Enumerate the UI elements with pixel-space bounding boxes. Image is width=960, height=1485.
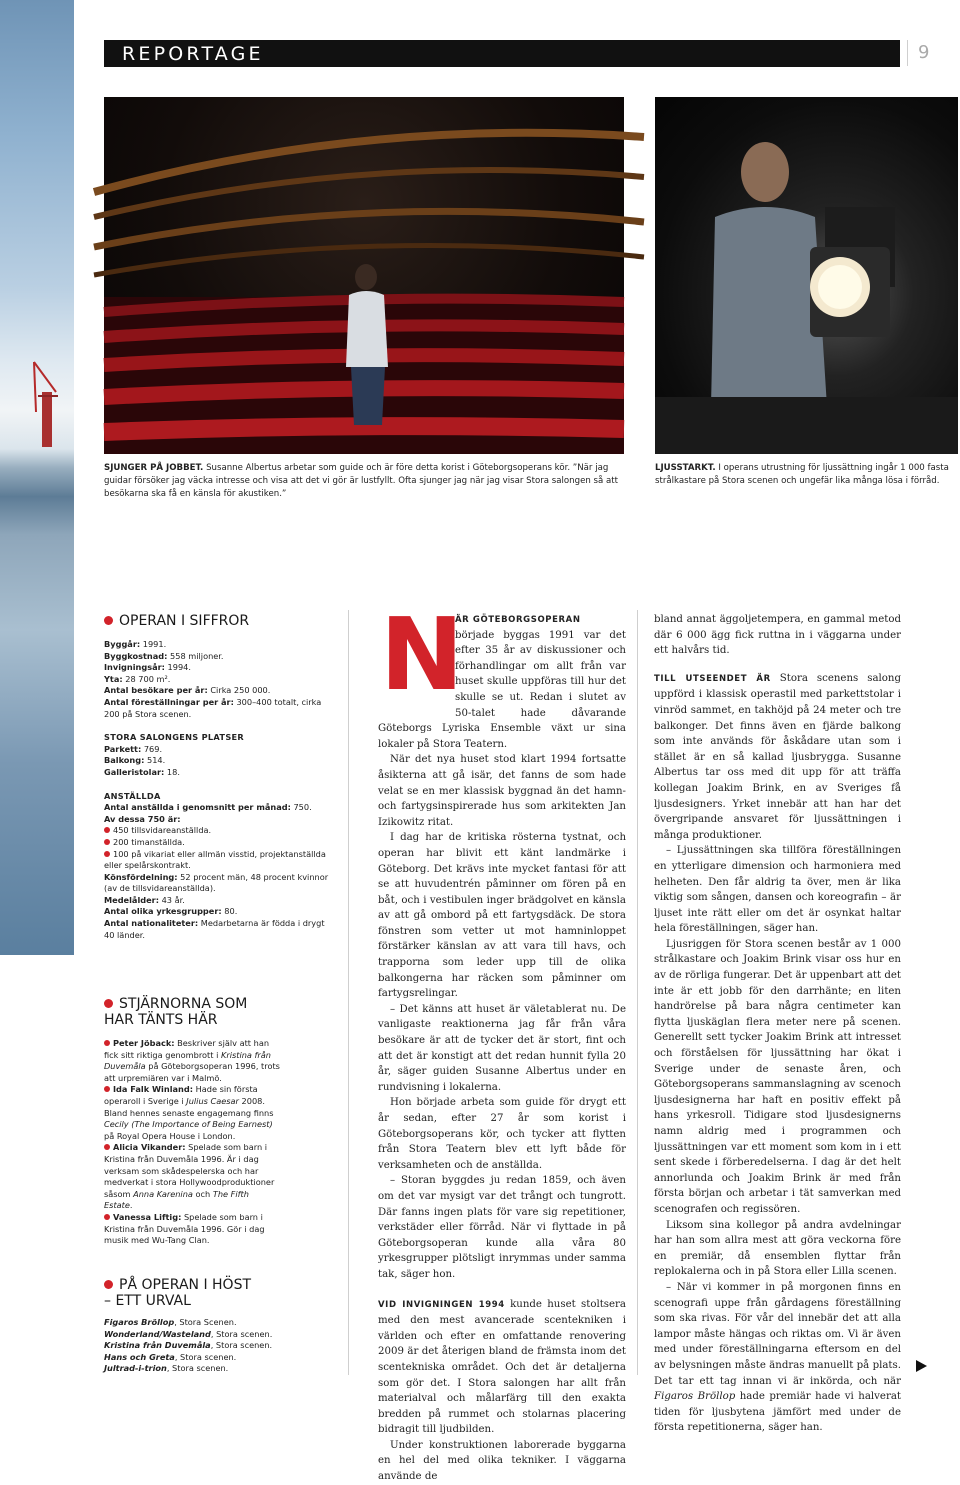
red-bullet-icon [104,1280,113,1289]
drop-cap: N [380,596,464,713]
auditorium-caption [104,462,624,501]
star-entry: Vanessa Liftig: Spelade som barn i Kristina från Duvemåla 1996. Gör i dag musik med Wu-Tang Clan. [104,1211,265,1246]
article-column-2 [654,612,902,1434]
article-paragraph: Stora scenens salong uppförd i klassisk operastil med parkettstolar i vinröd sammet, en takhöjd på 24 meter och tre balkonger. Det finns även en fjärde balkong som inte används för åskådare utan som i stället är en så kallad ljusbrygga. Susanne Albertus tar oss med dit upp för att träffa kollegan Joakim Brink, en av Sveriges få ljusdesigners. Yrket innebär att han har det övergripande ansvaret för ljussättningen i många produktioner. [654,672,902,841]
fact-line: Antal nationaliteter: Medarbetarna är födda i drygt 40 länder. [104,918,325,940]
article-paragraph: – Det känns att huset är väletablerat nu. De vanligaste reaktionerna jag får från våra besökare är att de tycker det är stort, fint och att det är konstigt att det redan hunnit fylla 20 år, säger guiden Susanne Albertus under en rundvisning i lokalerna. [378,1003,626,1093]
article-paragraph: – När vi kommer in på morgonen finns en scenografi uppe från gårdagens föreställning som ska rivas. För vår del innebär det att alla lampor måste hängas och riktas om. Vi är även med under föreställningarna eftersom en del av belysningen måste ändras manuellt på plats. Det tar ett tag innan vi är inkörda, och när Figaros Bröllop hade premiär hade vi halverat tiden för ljusbytena jämfört med under de första repetitionerna, säger han. [654,1281,901,1434]
red-bullet-icon [104,851,110,857]
section-title: REPORTAGE [122,43,264,65]
facts-heading: OPERAN I SIFFROR [104,613,336,629]
auditorium-photo [104,97,624,454]
continue-arrow-icon [916,1360,927,1372]
stars-box [104,996,280,1247]
article-paragraph: kunde huset stoltsera med den mest avancerade scentekniken i världen och efter en omfattande renovering 2009 är det återigen bland de främsta inom det scentekniska området. Och det är detaljerna som gör det. I Stora salongen har allt från materialval och målarfärg till den exakta bredden på rummet och stolarnas placering bidragit till ljudbilden. [378,1298,627,1436]
staff-item: 450 tillsvidareanställda. [104,825,336,837]
harbor-crane-graphic [28,352,64,447]
article-paragraph: började byggas 1991 var det efter 35 år av diskussioner och förhandlingar om allt från var huset skulle uppföras till hur det skulle se ut. Redan i slutet av 50-talet hade dåvarande Göteborgs Lyriska Ensemble växt ur sina lokaler på Stora Teatern. [378,629,626,750]
lighting-designer-photo [655,97,958,454]
red-bullet-icon [104,1214,110,1220]
article-paragraph: Liksom sina kollegor på andra avdelningar har han som allra mest att göra veckorna före en premiär, då ensemblen flyttar från replokalerna och in på Stora eller Lilla scenen. [654,1219,901,1278]
facts-box [104,613,336,941]
article-paragraph: bland annat äggoljetempera, en gammal metod där 6 000 ägg fick ruttna in i väggarna under ett halvårs tid. [654,614,901,657]
autumn-box [104,1277,304,1375]
facts-list [104,639,336,941]
staff-item: 100 på vikariat eller allmän visstid, projektanställda eller spelårskontrakt. [104,848,326,871]
article-subhead-caps: VID INVIGNINGEN 1994 [378,1299,505,1310]
article-paragraph: Hon började arbeta som guide för drygt ett år sedan, efter 27 år som korist i Göteborgsoperans kör, och tycker att flytten från Stora Teatern blev ett lyft både för verksamheten och de anställda. [378,1097,626,1171]
fact-line: Könsfördelning: 52 procent män, 48 procent kvinnor (av de tillsvidareanställda). [104,871,329,894]
harbor-strip-photo [0,0,74,955]
red-bullet-icon [104,827,110,833]
lighting-illustration [655,97,958,454]
autumn-list [104,1317,304,1375]
article-paragraph: När det nya huset stod klart 1994 fortsatte åsikterna att gå isär, det fanns de som hade velat se en mer klassisk byggnad än det hamn- och fartygsinspirerade hus som arkitekten Jan Izikowitz ritat. [378,754,626,828]
lighting-caption-text: I operans utrustning för ljussättning ingår 1 000 fasta strålkastare på Stora scenen och ungefär lika många lösa i förråd. [655,463,949,486]
fact-line: Av dessa 750 är: [104,813,181,824]
stars-heading: STJÄRNORNA SOM HAR TÄNTS HÄR [104,996,248,1028]
article-paragraph: Under konstruktionen laborerade byggarna en hel del med olika tekniker. I väggarna använde de [378,1439,626,1483]
article-subhead-caps: TILL UTSEENDET ÄR [654,673,771,684]
fact-line: Byggkostnad: 558 miljoner. [104,650,224,661]
column-divider-right [637,610,638,1375]
red-bullet-icon [104,1086,110,1092]
auditorium-illustration [104,97,624,454]
column-divider-left [348,610,349,1375]
autumn-item: Kristina från Duvemåla, Stora scenen. [104,1340,273,1351]
article-paragraph: – Ljussättningen ska tillföra föreställningen en ytterligare dimension och harmoniera med helheten. Den får aldrig ta över, men är lika viktig som sången, dansen och koreografin – är ljuset inte rätt eller om det är osynkat haltar hela föreställningen, säger han. [654,845,901,935]
lighting-caption-lead: LJUSSTARKT. [655,463,716,473]
autumn-item: Wonderland/Wasteland, Stora scenen. [104,1328,273,1339]
star-entry: Alicia Vikander: Spelade som barn i Kristina från Duvemåla 1996. Är i dag verksam som skådespelerska och har medverkat i stora Hollywoodproduktioner såsom Anna Karenina och The Fifth Estate. [104,1142,275,1211]
autumn-heading: PÅ OPERAN I HÖST – ETT URVAL [104,1277,252,1309]
article-paragraph: I dag har de kritiska rösterna tystnat, och operan har blivit ett känt landmärke i Göteborg. Det krävs inte mycket fantasi för att se att huvudentrén påminner om fören på en båt, och i vestibulen inger brädgolvet en känsla av att gå ombord på ett fartygsdäck. De stora fönstren som vetter ut mot hamninloppet förstärker känslan av att vara till havs, och trapporna som leder upp till de olika balkongerna har räcken som påminner om fartygsrelingar. [378,832,626,1000]
fact-line: Byggår: 1991. [104,639,167,649]
fact-line: Parkett: 769. [104,743,163,754]
fact-line: Antal besökare per år: Cirka 250 000. [104,685,271,696]
article-column-1 [378,612,627,1483]
article-paragraph: Ljusriggen för Stora scenen består av 1 000 strålkastare och Joakim Brink visar oss hur en av de rörliga fungerar. Det är uppenbart att det inte är ett jobb för den darrhänte; en liten handrörelse på bara några centimeter kan flytta ljuskäglan flera meter nere på scenen. Generellt sett tycker Joakim Brink att intresset och förståelsen för ljussättning har ökat i Sverige under de senaste åren, och Göteborgsoperans sammanslagning av scenoch ljusdesignerna har haft en positiv effekt på hans yrkesroll. Tidigare stod ljusdesignerns namn aldrig med i programmen och ljussättningen var ett moment som kom in i ett sent skede i förberedelserna. I dag är det helt annorlunda och Joakim Brink är med från första början och arbetar i tät samverkan med scenografen och regissören. [654,938,901,1215]
fact-line: Galleristolar: 18. [104,766,180,777]
autumn-item: Figaros Bröllop, Stora Scenen. [104,1317,237,1327]
star-entry: Peter Jöback: Beskriver själv att han fick sitt riktiga genombrott i Kristina från Duvemåla på Göteborgsoperan 1996, trots att urpremiären var i Malmö. [104,1038,280,1083]
staff-subheading: ANSTÄLLDA [104,790,161,801]
fact-line: Invigningsår: 1994. [104,662,191,673]
fact-line: Medelålder: 43 år. [104,894,185,905]
article-lead-caps: ÄR GÖTEBORGSOPERAN [455,615,581,625]
red-bullet-icon [104,839,110,845]
fact-line: Antal anställda i genomsnitt per månad: 750. [104,802,312,813]
fact-line: Antal föreställningar per år: 300–400 totalt, cirka 200 på Stora scenen. [104,696,322,719]
red-bullet-icon [104,1040,110,1046]
lighting-caption [655,462,955,488]
fact-line: Antal olika yrkesgrupper: 80. [104,906,238,917]
header-divider [907,40,908,66]
page-number: 9 [918,42,930,63]
auditorium-caption-text: Susanne Albertus arbetar som guide och är före detta korist i Göteborgsoperans kör. ”När jag guidar försöker jag väcka intresse och visa att det vi gör är lustfyllt. Ofta sjunger jag när jag visar Stora salongen så att besökarna ska få en känsla för akustiken.” [104,463,619,499]
stars-list [104,1038,280,1247]
red-bullet-icon [104,1144,110,1150]
salong-subheading: STORA SALONGENS PLATSER [104,732,245,743]
auditorium-caption-lead: SJUNGER PÅ JOBBET. [104,463,204,473]
article-paragraph: – Storan byggdes ju redan 1859, och även om det var mysigt var det trångt och tungrott. Där fanns ingen plats för vare sig repetitioner, verkstäder eller förråd. När vi flyttade in på Göteborgsoperan kunde alla våra 80 yrkesgrupper plötsligt inrymmas under samma tak, säger hon. [378,1175,626,1280]
star-entry: Ida Falk Winland: Hade sin första operaroll i Sverige i Julius Caesar 2008. Bland hennes senaste engagemang finns Cecily (The Importance of Being Earnest) på Royal Opera House i London. [104,1084,274,1141]
red-bullet-icon [104,999,113,1008]
fact-line: Yta: 28 700 m². [104,673,171,684]
fact-line: Balkong: 514. [104,755,166,766]
autumn-item: Hans och Greta, Stora scenen. [104,1351,237,1362]
staff-item: 200 timanställda. [104,837,336,849]
red-bullet-icon [104,616,113,625]
autumn-item: Jultrad-i-trion, Stora scenen. [104,1363,229,1374]
